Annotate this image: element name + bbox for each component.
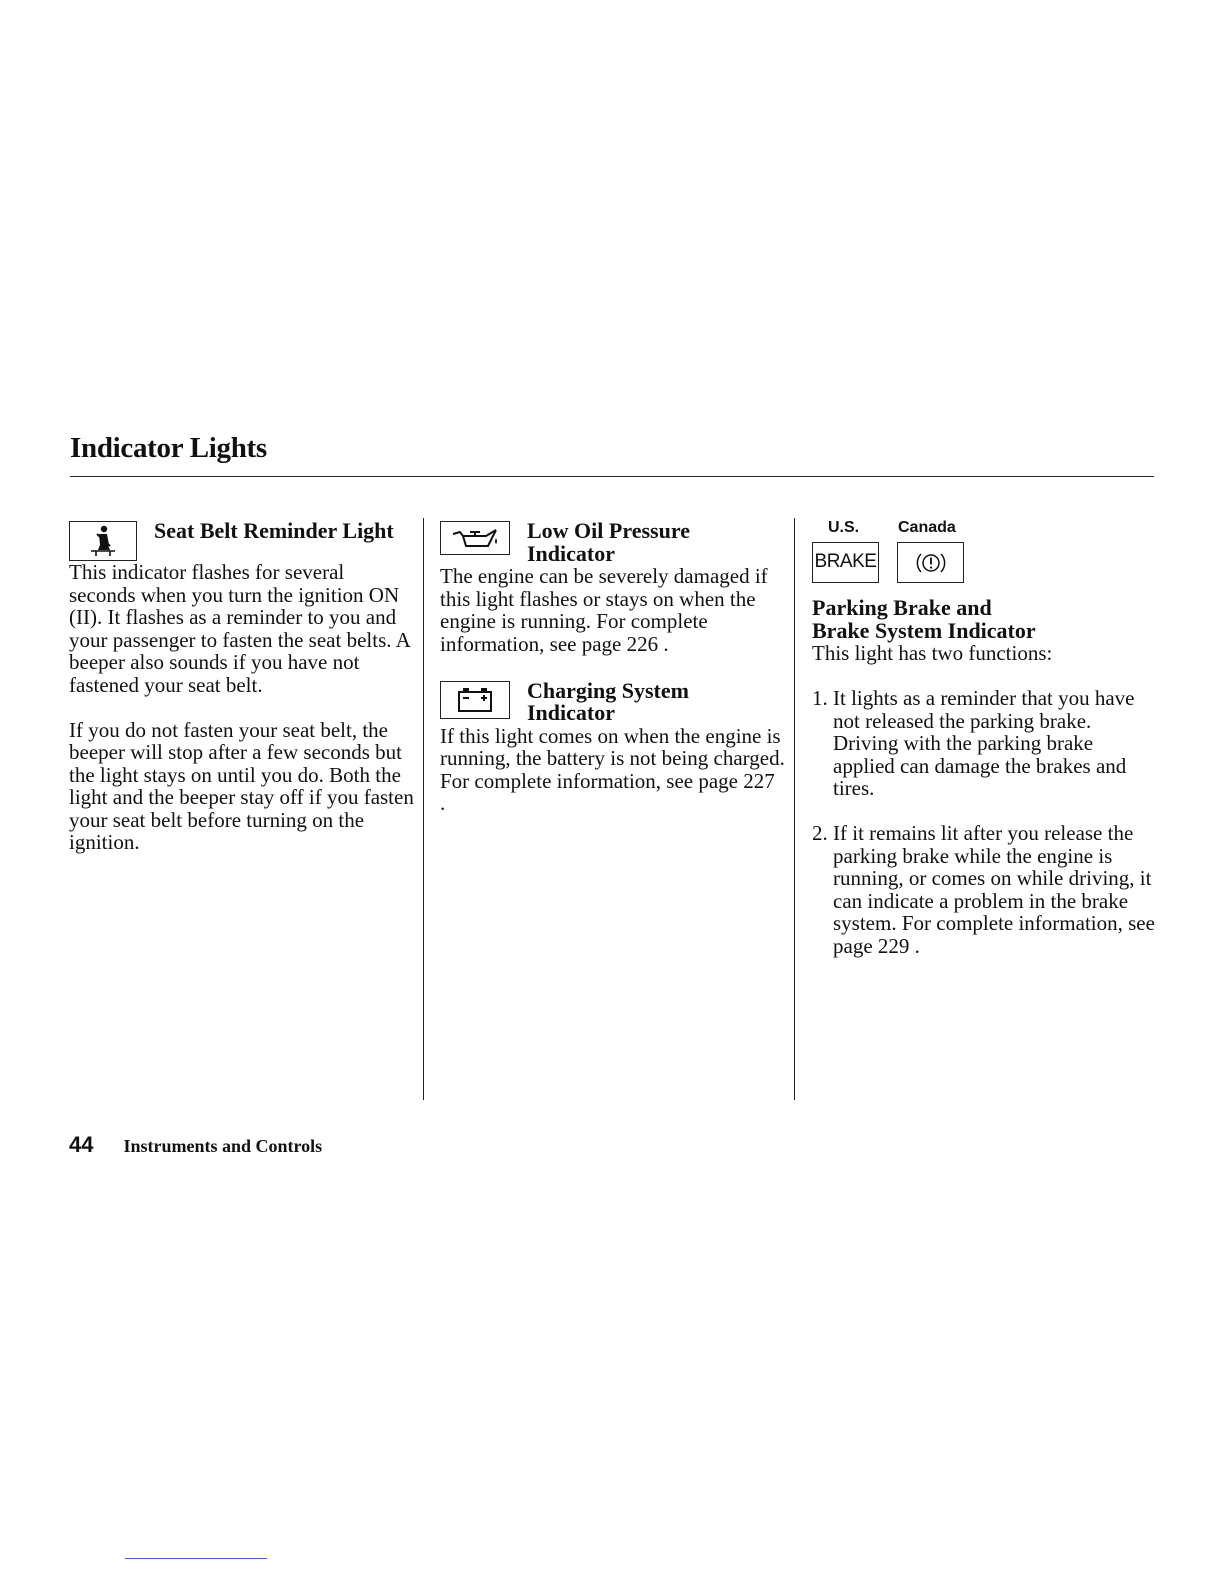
oil-title-line-2: Indicator [527,540,615,566]
brake-intro: This light has two functions: [812,641,1053,665]
page-title: Indicator Lights [70,432,267,464]
seat-belt-para-2: If you do not fasten your seat belt, the beeper will stop after a few seconds but the light stays on until you do. Both the light and the beeper stay off if you fasten your seat belt before turning on the ignition. [69,717,414,854]
brake-title-line-2: Brake System Indicator [812,617,1036,643]
label-us: U.S. [828,519,860,536]
charging-title-line-2: Indicator [527,700,615,725]
brake-warning-icon [897,542,964,583]
battery-icon [440,681,510,719]
brake-text-indicator: BRAKE [812,542,879,583]
title-divider [70,476,1154,477]
column-divider-1 [423,518,424,1100]
oil-charging-section [440,518,785,815]
oil-body: The engine can be severely damaged if this light flashes or stays on when the engine is running. For complete information, see page 226 . [440,564,768,656]
charging-body: If this light comes on when the engine is running, the battery is not being charged. For complete information, see page 227 . [440,723,785,815]
charging-title-line-1: Charging System [527,677,689,703]
seat-belt-para-1: This indicator flashes for several seconds when you turn the ignition ON (II). It flashes as a reminder to you and your passenger to fasten the seat belts. A beeper also sounds if you have not fastened your seat belt. [69,560,410,697]
list-item: 2. If it remains lit after you release the parking brake while the engine is running, or comes on while driving, it can indicate a problem in the brake system. For complete information, see page 229 . [812,821,1155,958]
brake-section [812,518,1157,957]
oil-title-line-1: Low Oil Pressure [527,518,690,543]
brake-function-list [812,687,1157,957]
list-item: 1. It lights as a reminder that you have not released the parking brake. Driving with the parking brake applied can damage the brakes and tires. [812,686,1135,800]
seat-belt-icon [69,521,137,561]
section-name: Instruments and Controls [123,1136,323,1156]
page-number: 44 [69,1132,94,1157]
link-underline[interactable] [125,1558,267,1559]
brake-title-line-1: Parking Brake and [812,595,992,620]
oil-can-icon [440,521,510,555]
page-footer [69,1132,322,1158]
seat-belt-title: Seat Belt Reminder Light [154,518,394,543]
column-divider-2 [794,518,795,1100]
label-canada: Canada [898,519,956,536]
seat-belt-section [69,518,414,854]
